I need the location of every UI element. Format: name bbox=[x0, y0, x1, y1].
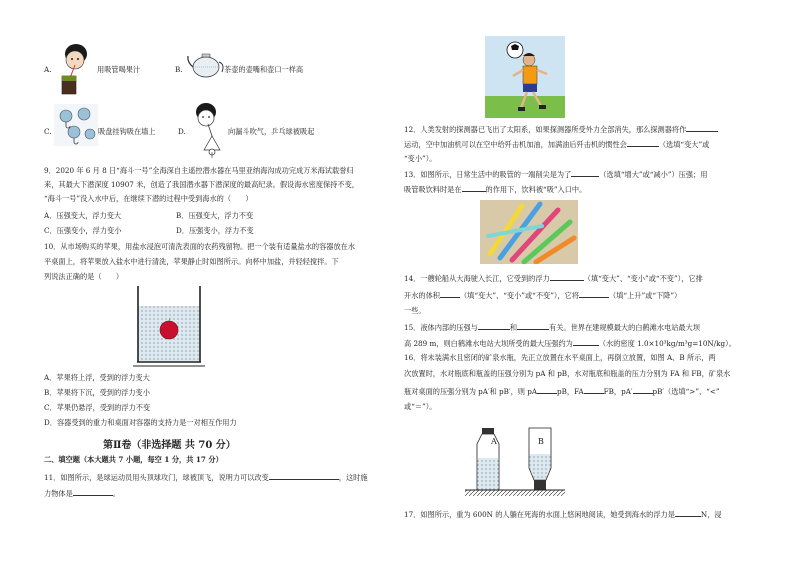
q14-line-2: 开水的体积 （填“变大”、“变小”或“不变”），它将 （填“上升”或“下降”） bbox=[404, 291, 682, 300]
option-c-label: C. bbox=[44, 127, 52, 136]
soccer-header-figure bbox=[485, 36, 565, 118]
option-b-text: 茶壶的壶嘴和壶口一样高 bbox=[224, 65, 304, 74]
q15-blank-1[interactable] bbox=[478, 322, 510, 330]
apple-in-saltwater-figure bbox=[133, 286, 205, 368]
q10-option-a: A．苹果将上浮，受到的浮力变大 bbox=[44, 373, 150, 382]
q10-option-d: D．容器受到的重力和桌面对容器的支持力是一对相互作用力 bbox=[44, 418, 237, 427]
q11-line-2: 力物体是 。 bbox=[44, 489, 120, 498]
q12-blank-2[interactable] bbox=[627, 139, 659, 147]
q12-line-1: 12．人类发射的探测器已飞出了太阳系，如果探测器所受外力全部消失，那么探测器将作 bbox=[404, 124, 718, 134]
q13-line-2: 吸管吸饮料时是在 的作用下，饮料被“吸”入口中。 bbox=[404, 185, 587, 194]
bottles-a-b-figure bbox=[465, 424, 565, 498]
q16-line-4: 或“＝”）。 bbox=[404, 402, 437, 411]
q15-line-1: 15．液体内部的压强与 和 有关。世界在建规模最大的白鹤滩水电站最大坝 bbox=[404, 323, 700, 332]
q11-blank-2[interactable] bbox=[73, 488, 113, 496]
option-a-text: 用吸管喝果汁 bbox=[97, 65, 141, 74]
q13-line-1: 13．如图所示，日常生活中的吸管的一端削尖是为了 （选填“增大”或“减小”）压强；用 bbox=[404, 170, 708, 179]
q15-line-2: 高 289 m，则白鹤滩水电站大坝所受的最大压强约为 （水的密度 1.0×10³kg/m³g=10N/kg）。 bbox=[404, 339, 736, 348]
bottle-b-label: B bbox=[538, 437, 544, 446]
q9-line-2: 来，其最大下潜深度 10907 米，创造了我国潜水器下潜深度的最高纪录。假设海水密度保持不变， bbox=[44, 180, 359, 189]
q16-blank-3[interactable] bbox=[633, 386, 653, 394]
boy-drinking-juice-figure bbox=[56, 40, 92, 98]
q16-blank-2[interactable] bbox=[584, 386, 604, 394]
q9-option-b: B．压强变大，浮力不变 bbox=[176, 211, 254, 220]
suction-cup-hooks-figure bbox=[54, 104, 98, 146]
q13-blank-2[interactable] bbox=[462, 184, 486, 192]
q10-option-b: B．苹果将下沉，受到的浮力变小 bbox=[44, 388, 150, 397]
q14-line-3: 一些。 bbox=[404, 306, 426, 315]
q9-line-1: 9．2020 年 6 月 8 日“海斗一号”全海深自主遥控潜水器在马里亚纳海沟成功完成万米海试载誉归 bbox=[44, 166, 354, 175]
q9-option-a: A．压强变大，浮力变大 bbox=[44, 211, 122, 220]
q16-line-2: 次放置时，水对瓶底和瓶盖的压强分别为 pA 和 pB，水对瓶底和瓶盖的压力分别为 FA 和 FB，矿泉水 bbox=[404, 369, 731, 378]
option-d-text: 向漏斗吹气，乒乓球被吸起 bbox=[228, 127, 315, 136]
q17-line-1: 17．如图所示，重为 600N 的人躺在死海的水面上悠闲地阅读，她受到海水的浮力是 N，浸 bbox=[404, 510, 722, 519]
option-c-text: 吸盘挂钩吸在墙上 bbox=[98, 127, 156, 136]
q16-line-1: 16．将未装满水且密闭的矿泉水瓶，先正立放置在水平桌面上，再倒立放置，如图 A、B 所示，两 bbox=[404, 353, 716, 362]
q11-blank-1[interactable] bbox=[269, 472, 339, 480]
q9-option-c: C．压强变小，浮力变小 bbox=[44, 226, 122, 235]
option-d-label: D. bbox=[178, 127, 186, 136]
q9-option-d: D．压强变小，浮力不变 bbox=[176, 226, 254, 235]
q17-blank-1[interactable] bbox=[675, 509, 701, 517]
q10-line-3: 列说法正确的是（ ） bbox=[44, 272, 124, 281]
section-title: 第Ⅱ卷（非选择题 共 70 分） bbox=[103, 440, 236, 451]
option-b-label: B. bbox=[175, 65, 183, 74]
bottle-a-label: A bbox=[491, 437, 497, 446]
q13-blank-1[interactable] bbox=[571, 169, 599, 177]
q16-line-3: 瓶对桌面的压强分别为 pA′和 pB′，则 pA pB，FA FB，pA′ pB′（选填“>”、“<” bbox=[404, 387, 720, 396]
q15-blank-3[interactable] bbox=[573, 338, 599, 346]
q15-blank-2[interactable] bbox=[517, 322, 549, 330]
part-two-heading: 二、填空题（本大题共 7 小题，每空 1 分，共 17 分） bbox=[44, 455, 223, 464]
q11-line-1: 11．如图所示，是球运动员用头顶球攻门，球被顶飞，说明力可以改变 ，这时施 bbox=[44, 473, 368, 482]
q9-line-3: “海斗一号”没入水中后，在继续下潜的过程中受到海水的（ ） bbox=[44, 194, 253, 203]
q14-blank-1[interactable] bbox=[550, 273, 584, 281]
q16-blank-1[interactable] bbox=[537, 386, 557, 394]
drinking-straws-photo bbox=[480, 200, 578, 264]
q10-line-1: 10．从市场购买的苹果，用盐水浸泡可清洗表面的农药残留物。把一个装有适量盐水的容器放在水 bbox=[44, 242, 356, 251]
q10-line-2: 平桌面上，将苹果放入盐水中进行清洗，苹果静止时如图所示。向杯中加盐，并轻轻搅拌。下 bbox=[44, 257, 339, 266]
q14-blank-2[interactable] bbox=[440, 290, 460, 298]
teapot-icon bbox=[186, 50, 226, 80]
q12-blank-1[interactable] bbox=[686, 124, 718, 132]
q14-line-1: 14．一艘轮船从大海驶入长江，它受到的浮力 （填“变大”、“变小”或“不变”），它排 bbox=[404, 274, 703, 283]
option-a-label: A. bbox=[44, 65, 52, 74]
q14-blank-3[interactable] bbox=[579, 290, 609, 298]
q10-option-c: C．苹果仍悬浮，受到的浮力不变 bbox=[44, 403, 151, 412]
q12-line-3: “变小”）。 bbox=[404, 154, 437, 163]
q12-line-2: 运动，空中加油机可以在空中给歼击机加油，加满油后歼击机的惯性会 （选填“变大”或 bbox=[404, 140, 710, 149]
boy-blowing-funnel-figure bbox=[190, 100, 226, 160]
